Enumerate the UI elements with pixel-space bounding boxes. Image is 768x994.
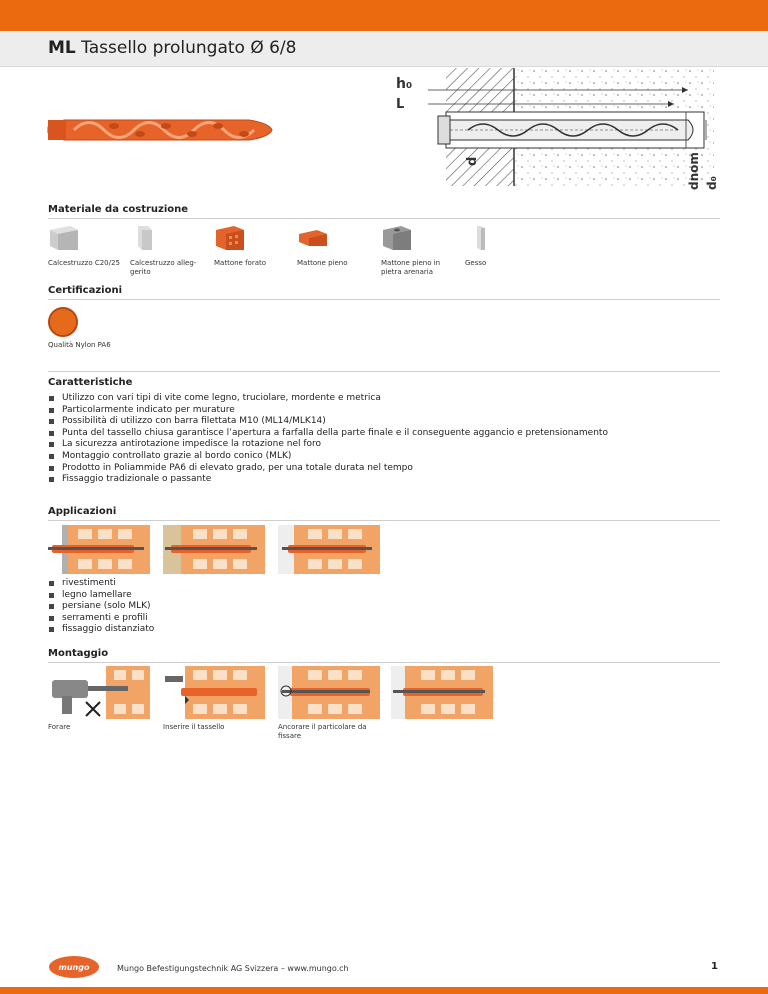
assembly-step-drill-image [48, 666, 150, 719]
dowel-technical-drawing [388, 68, 720, 190]
product-name: Tassello prolungato Ø 6/8 [81, 38, 297, 58]
feature-item: Montaggio controllato grazie al bordo conico (MLK) [48, 451, 608, 463]
applications-heading: Applicazioni [48, 506, 117, 517]
divider [48, 662, 720, 663]
material-label: Mattone pieno [297, 259, 348, 267]
material-label: Calcestruzzo C20/25 [48, 259, 120, 267]
assembly-step-label: Forare [48, 723, 71, 731]
material-item [465, 224, 545, 268]
label-d0: d₀ [705, 176, 719, 190]
nylon-quality-badge-icon [48, 307, 78, 337]
product-code: ML [48, 38, 76, 58]
feature-item: Particolarmente indicato per murature [48, 405, 608, 417]
bottom-brand-bar [0, 987, 768, 994]
mungo-logo [48, 955, 100, 979]
certifications-heading: Certificazioni [48, 285, 123, 296]
footer-company: Mungo Befestigungstechnik AG Svizzera – www.mungo.ch [117, 964, 349, 973]
feature-item: Fissaggio tradizionale o passante [48, 474, 608, 486]
assembly-step-insert-image [163, 666, 265, 719]
application-image-cladding [48, 525, 150, 574]
label-d: d [465, 156, 480, 166]
application-image-frame [278, 525, 380, 574]
page-number: 1 [711, 961, 718, 972]
concrete-block-icon [48, 224, 80, 252]
application-image-timber [163, 525, 265, 574]
dowel-product-image [44, 105, 276, 155]
feature-item: Prodotto in Poliammide PA6 di elevato grado, per una totale durata nel tempo [48, 463, 608, 475]
sandstone-brick-icon [381, 224, 413, 252]
features-heading: Caratteristiche [48, 377, 133, 388]
certification-label: Qualità Nylon PA6 [48, 341, 111, 349]
application-item: rivestimenti [48, 578, 154, 590]
material-item [214, 224, 294, 268]
assembly-step-anchor-image [278, 666, 380, 719]
page-title [48, 38, 296, 58]
material-item [297, 224, 377, 268]
divider [48, 371, 720, 372]
divider [48, 520, 720, 521]
material-item [130, 224, 204, 277]
divider [48, 299, 720, 300]
material-label: Mattone pieno in pietra arenaria [381, 259, 441, 276]
assembly-heading: Montaggio [48, 648, 109, 659]
label-L: L [396, 97, 405, 112]
assembly-step-label: Inserire il tassello [163, 723, 225, 731]
application-item: legno lamellare [48, 590, 154, 602]
label-dnom: dnom [687, 152, 701, 190]
feature-item: Utilizzo con vari tipi di vite come legno, truciolare, mordente e metrica [48, 393, 608, 405]
materials-heading: Materiale da costruzione [48, 204, 189, 215]
assembly-step-label: Ancorare il particolare da fissare [278, 723, 367, 740]
material-label: Mattone forato [214, 259, 267, 267]
features-list [48, 393, 608, 486]
material-item [48, 224, 128, 268]
material-label: Gesso [465, 259, 487, 267]
material-label: Calcestruzzo alleg-gerito [130, 259, 197, 276]
plasterboard-icon [465, 224, 497, 252]
divider [48, 218, 720, 219]
feature-item: Punta del tassello chiusa garantisce l’apertura a farfalla della parte finale e il conseguente aggancio e pretensionamento [48, 428, 608, 440]
feature-item: Possibilità di utilizzo con barra filettata M10 (ML14/MLK14) [48, 416, 608, 428]
application-item: persiane (solo MLK) [48, 601, 154, 613]
solid-brick-icon [297, 224, 329, 252]
svg-text:mungo: mungo [58, 963, 90, 972]
perforated-brick-icon [214, 224, 246, 252]
label-h0: h₀ [396, 76, 413, 92]
application-item: fissaggio distanziato [48, 624, 154, 636]
lightweight-concrete-icon [130, 224, 162, 252]
material-item [381, 224, 461, 277]
application-item: serramenti e profili [48, 613, 154, 625]
feature-item: La sicurezza antirotazione impedisce la rotazione nel foro [48, 439, 608, 451]
top-brand-bar [0, 0, 768, 31]
assembly-step-finished-image [391, 666, 493, 719]
applications-list [48, 578, 154, 636]
